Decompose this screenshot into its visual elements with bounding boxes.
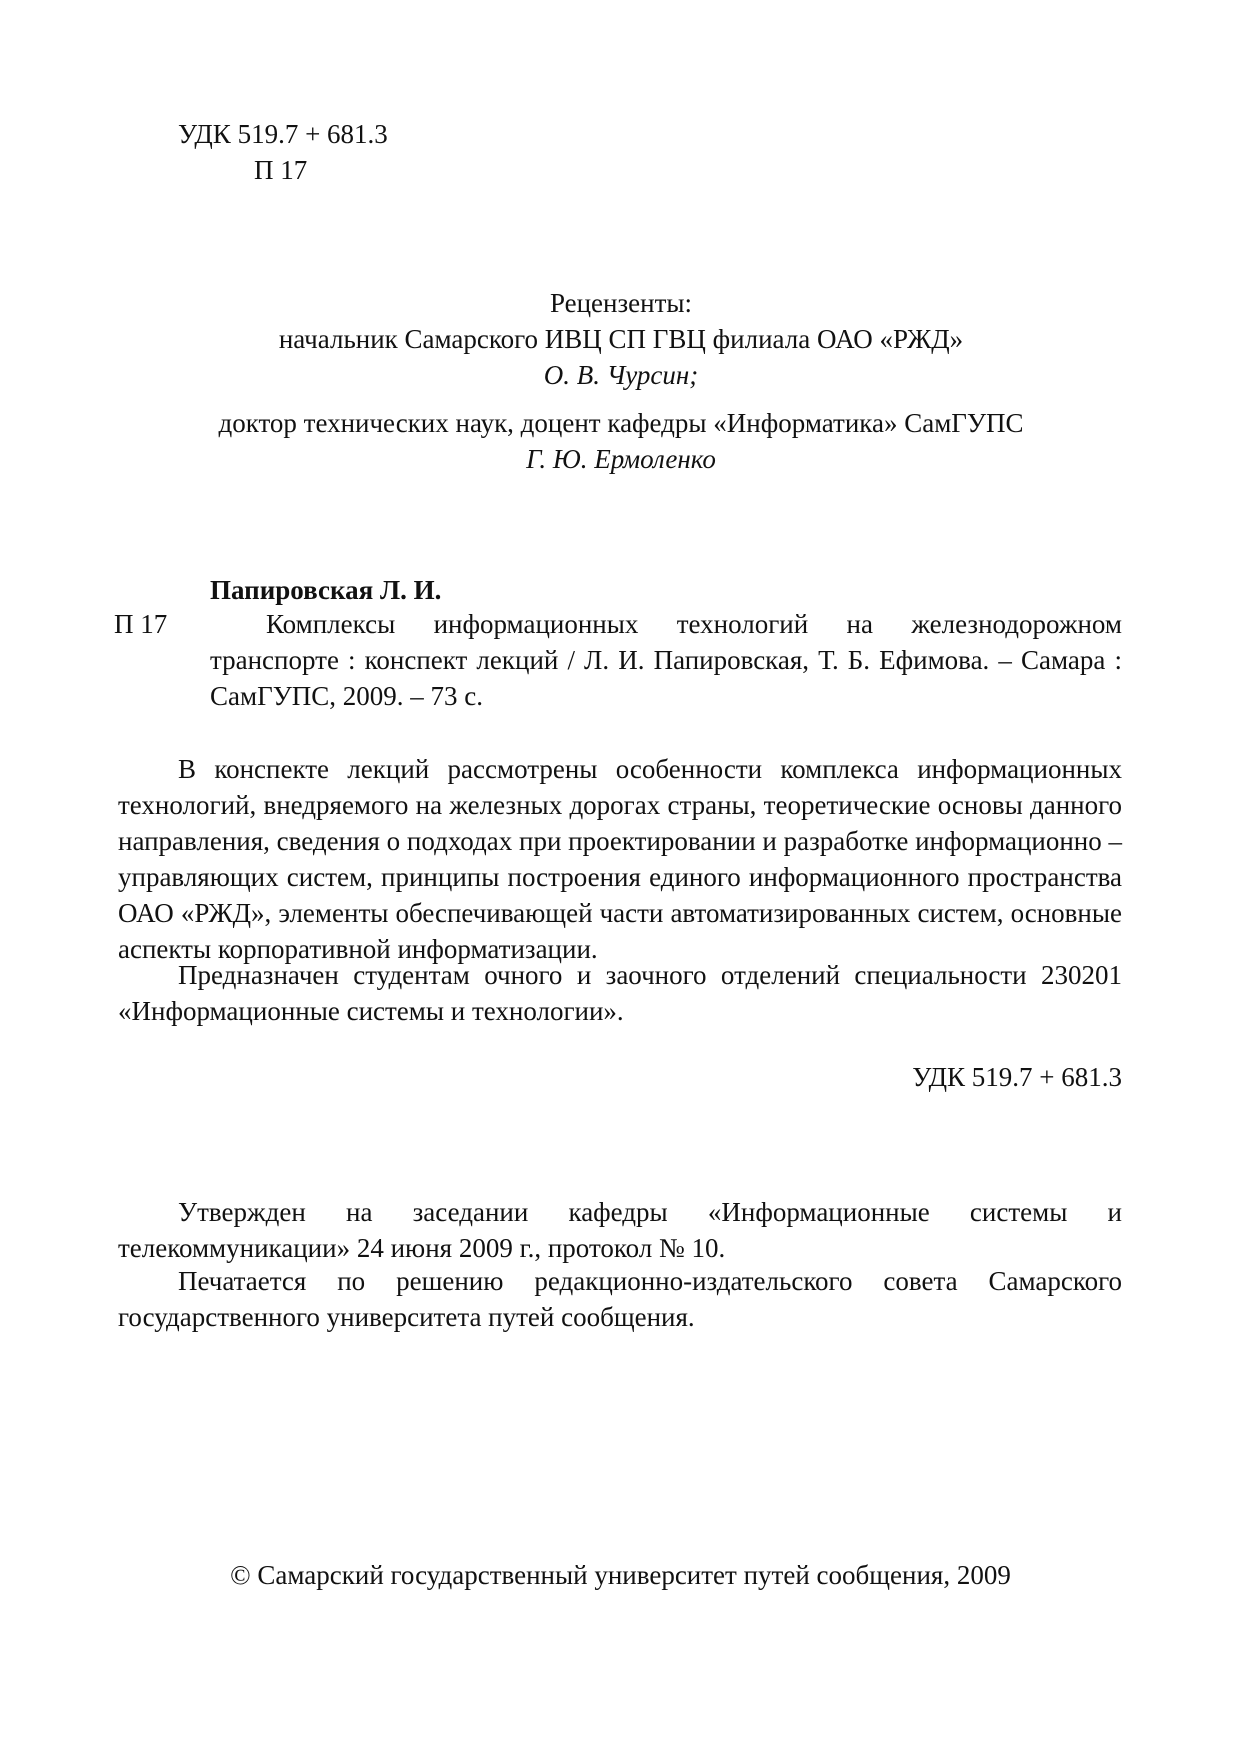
reviewer-spacer	[120, 393, 1122, 405]
printing-statement: Печатается по решению редакционно-издательского совета Самарского государственного университета путей сообщения.	[118, 1266, 1122, 1332]
reviewer-2-position: доктор технических наук, доцент кафедры «Информатика» СамГУПС	[218, 408, 1024, 438]
reviewers-block	[120, 285, 1122, 477]
reviewer-2-name: Г. Ю. Ермоленко	[526, 444, 716, 474]
annotation-summary: В конспекте лекций рассмотрены особенности комплекса информационных технологий, внедряемого на железных дорогах страны, теоретические основы данного направления, сведения о подходах при проектировании и разработке информационно – управляющих систем, принципы построения единого информационного пространства ОАО «РЖД», элементы обеспечивающей части автоматизированных систем, основные аспекты корпоративной информатизации.	[118, 754, 1122, 964]
reviewer-1-position: начальник Самарского ИВЦ СП ГВЦ филиала ОАО «РЖД»	[278, 324, 964, 354]
author-index: П 17	[254, 155, 308, 185]
bibliographic-description: Комплексы информационных технологий на железнодорожном транспорте : конспект лекций / Л. И. Папировская, Т. Б. Ефимова. – Самара : СамГУПС, 2009. – 73 с.	[210, 609, 1122, 711]
udk-classification: УДК 519.7 + 681.3	[178, 119, 388, 149]
copyright-notice: © Самарский государственный университет путей сообщения, 2009	[230, 1560, 1011, 1590]
udk-classification-bottom: УДК 519.7 + 681.3	[912, 1062, 1122, 1092]
intended-audience: Предназначен студентам очного и заочного отделений специальности 230201 «Информационные системы и технологии».	[118, 960, 1122, 1026]
reviewer-1-name: О. В. Чурсин;	[543, 360, 699, 390]
bibliographic-code: П 17	[114, 609, 168, 639]
reviewers-heading: Рецензенты:	[549, 288, 693, 318]
approval-statement: Утвержден на заседании кафедры «Информационные системы и телекоммуникации» 24 июня 2009 г., протокол № 10.	[118, 1197, 1122, 1263]
author-heading: Папировская Л. И.	[210, 575, 442, 605]
